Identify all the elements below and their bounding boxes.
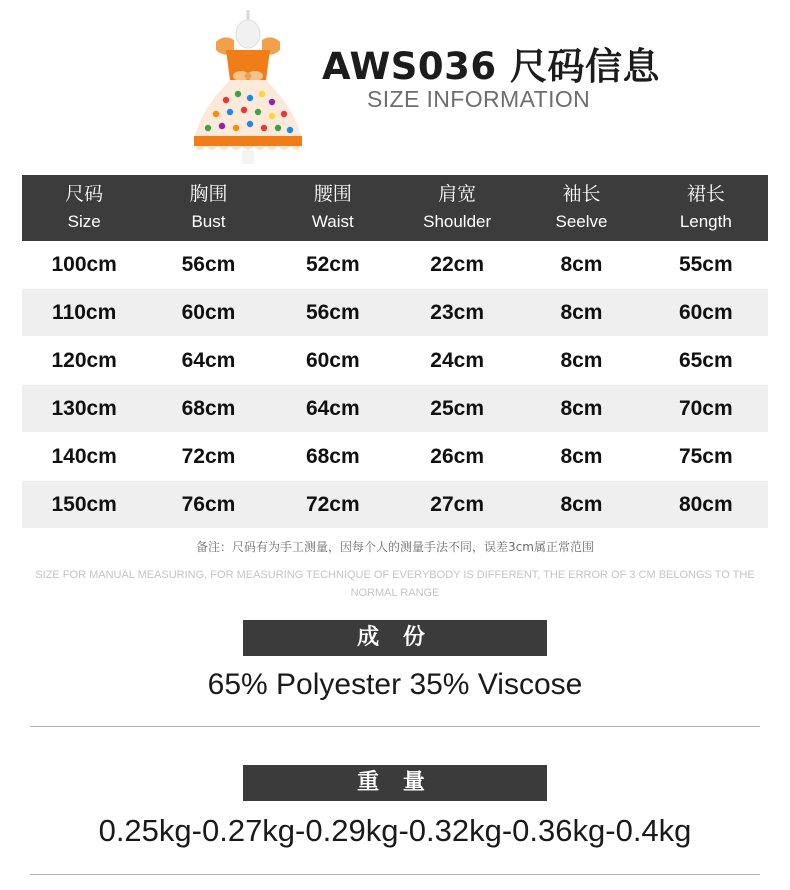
column-header-shoulder xyxy=(395,175,519,241)
table-cell: 52cm xyxy=(271,241,395,289)
divider xyxy=(30,874,760,875)
table-row xyxy=(22,241,768,289)
weight-label: 重 量 xyxy=(243,765,547,801)
product-image xyxy=(186,10,310,170)
table-cell: 8cm xyxy=(519,481,643,529)
column-header-zh: 裙长 xyxy=(686,183,725,205)
table-cell: 76cm xyxy=(146,481,270,529)
table-cell: 56cm xyxy=(146,241,270,289)
column-header-waist xyxy=(271,175,395,241)
table-cell: 60cm xyxy=(271,337,395,385)
column-header-en: Bust xyxy=(191,212,226,231)
column-header-zh: 袖长 xyxy=(562,183,601,205)
table-cell: 55cm xyxy=(644,241,768,289)
table-row xyxy=(22,337,768,385)
composition-value: 65% Polyester 35% Viscose xyxy=(207,668,583,701)
table-cell: 8cm xyxy=(519,433,643,481)
divider xyxy=(30,726,760,727)
column-header-en: Waist xyxy=(311,212,354,231)
column-header-zh: 肩宽 xyxy=(438,183,477,205)
table-cell: 68cm xyxy=(271,433,395,481)
table-cell: 8cm xyxy=(519,337,643,385)
table-cell: 26cm xyxy=(395,433,519,481)
composition-label: 成 份 xyxy=(243,620,547,656)
table-row xyxy=(22,433,768,481)
column-header-sleeve xyxy=(519,175,643,241)
column-header-bust xyxy=(146,175,270,241)
column-header-zh: 腰围 xyxy=(313,183,352,205)
measurement-note-en: SIZE FOR MANUAL MEASURING, FOR MEASURING TECHNIQUE OF EVERYBODY IS DIFFERENT, THE ERROR OF 3 CM BELONGS TO THE NORMAL RANGE xyxy=(35,569,755,599)
table-cell: 72cm xyxy=(146,433,270,481)
table-cell: 23cm xyxy=(395,289,519,337)
table-cell: 60cm xyxy=(146,289,270,337)
page-title: AWS036 尺码信息 xyxy=(322,45,661,88)
column-header-en: Shoulder xyxy=(423,212,492,231)
weight-value: 0.25kg-0.27kg-0.29kg-0.32kg-0.36kg-0.4kg xyxy=(98,813,692,848)
table-cell: 25cm xyxy=(395,385,519,433)
table-cell: 75cm xyxy=(644,433,768,481)
column-header-length xyxy=(644,175,768,241)
table-cell: 130cm xyxy=(22,385,146,433)
table-row xyxy=(22,481,768,529)
table-header-row xyxy=(22,175,768,241)
column-header-zh: 尺码 xyxy=(65,183,104,205)
column-header-zh: 胸围 xyxy=(189,183,228,205)
table-row xyxy=(22,385,768,433)
table-cell: 65cm xyxy=(644,337,768,385)
table-cell: 150cm xyxy=(22,481,146,529)
table-cell: 24cm xyxy=(395,337,519,385)
table-cell: 68cm xyxy=(146,385,270,433)
table-cell: 80cm xyxy=(644,481,768,529)
table-cell: 110cm xyxy=(22,289,146,337)
table-cell: 60cm xyxy=(644,289,768,337)
table-cell: 100cm xyxy=(22,241,146,289)
table-cell: 27cm xyxy=(395,481,519,529)
column-header-en: Length xyxy=(679,212,732,231)
table-cell: 64cm xyxy=(271,385,395,433)
column-header-en: Seelve xyxy=(555,212,608,231)
table-cell: 22cm xyxy=(395,241,519,289)
size-table xyxy=(22,175,768,529)
table-cell: 70cm xyxy=(644,385,768,433)
table-cell: 64cm xyxy=(146,337,270,385)
table-cell: 120cm xyxy=(22,337,146,385)
measurement-note-zh: 备注：尺码有为手工测量，因每个人的测量手法不同，误差3cm属正常范围 xyxy=(196,540,594,554)
table-cell: 8cm xyxy=(519,385,643,433)
table-row xyxy=(22,289,768,337)
column-header-en: Size xyxy=(67,212,101,231)
table-cell: 8cm xyxy=(519,241,643,289)
page-subtitle: SIZE INFORMATION xyxy=(367,86,591,112)
table-cell: 8cm xyxy=(519,289,643,337)
table-cell: 140cm xyxy=(22,433,146,481)
column-header-size xyxy=(22,175,146,241)
table-cell: 56cm xyxy=(271,289,395,337)
table-cell: 72cm xyxy=(271,481,395,529)
